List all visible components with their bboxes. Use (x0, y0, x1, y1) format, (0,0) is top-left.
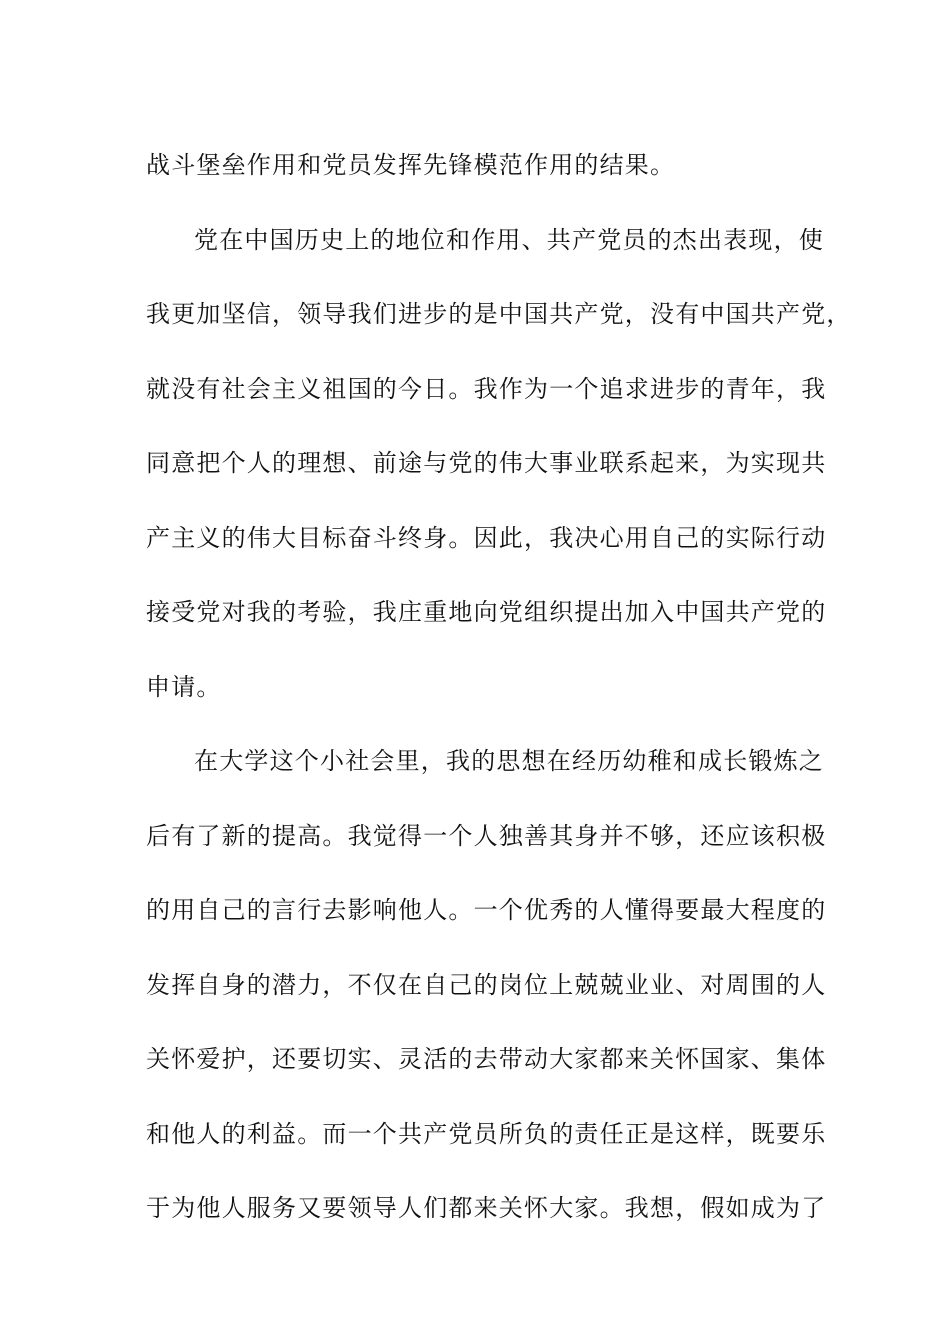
text-line-11: 的用自己的言行去影响他人。一个优秀的人懂得要最大程度的 (146, 896, 827, 924)
text-line-13: 关怀爱护，还要切实、灵活的去带动大家都来关怀国家、集体 (146, 1045, 827, 1073)
text-line-7: 接受党对我的考验，我庄重地向党组织提出加入中国共产党的 (146, 598, 827, 626)
text-line-1: 战斗堡垒作用和党员发挥先锋模范作用的结果。 (146, 151, 676, 179)
text-line-14: 和他人的利益。而一个共产党员所负的责任正是这样，既要乐 (146, 1119, 827, 1148)
body-text (146, 128, 852, 1246)
text-line-5: 同意把个人的理想、前途与党的伟大事业联系起来，为实现共 (146, 449, 827, 477)
text-line-3: 我更加坚信，领导我们进步的是中国共产党，没有中国共产党， (146, 300, 852, 328)
text-line-6: 产主义的伟大目标奋斗终身。因此，我决心用自己的实际行动 (146, 523, 827, 552)
text-line-2: 党在中国历史上的地位和作用、共产党员的杰出表现，使 (194, 225, 824, 254)
text-line-12: 发挥自身的潜力，不仅在自己的岗位上兢兢业业、对周围的人 (146, 970, 827, 999)
text-line-4: 就没有社会主义祖国的今日。我作为一个追求进步的青年，我 (146, 374, 827, 403)
text-line-10: 后有了新的提高。我觉得一个人独善其身并不够，还应该积极 (146, 821, 827, 850)
text-line-9: 在大学这个小社会里，我的思想在经历幼稚和成长锻炼之 (194, 747, 824, 775)
text-line-15: 于为他人服务又要领导人们都来关怀大家。我想，假如成为了 (146, 1194, 827, 1222)
text-line-8: 申请。 (146, 672, 222, 701)
